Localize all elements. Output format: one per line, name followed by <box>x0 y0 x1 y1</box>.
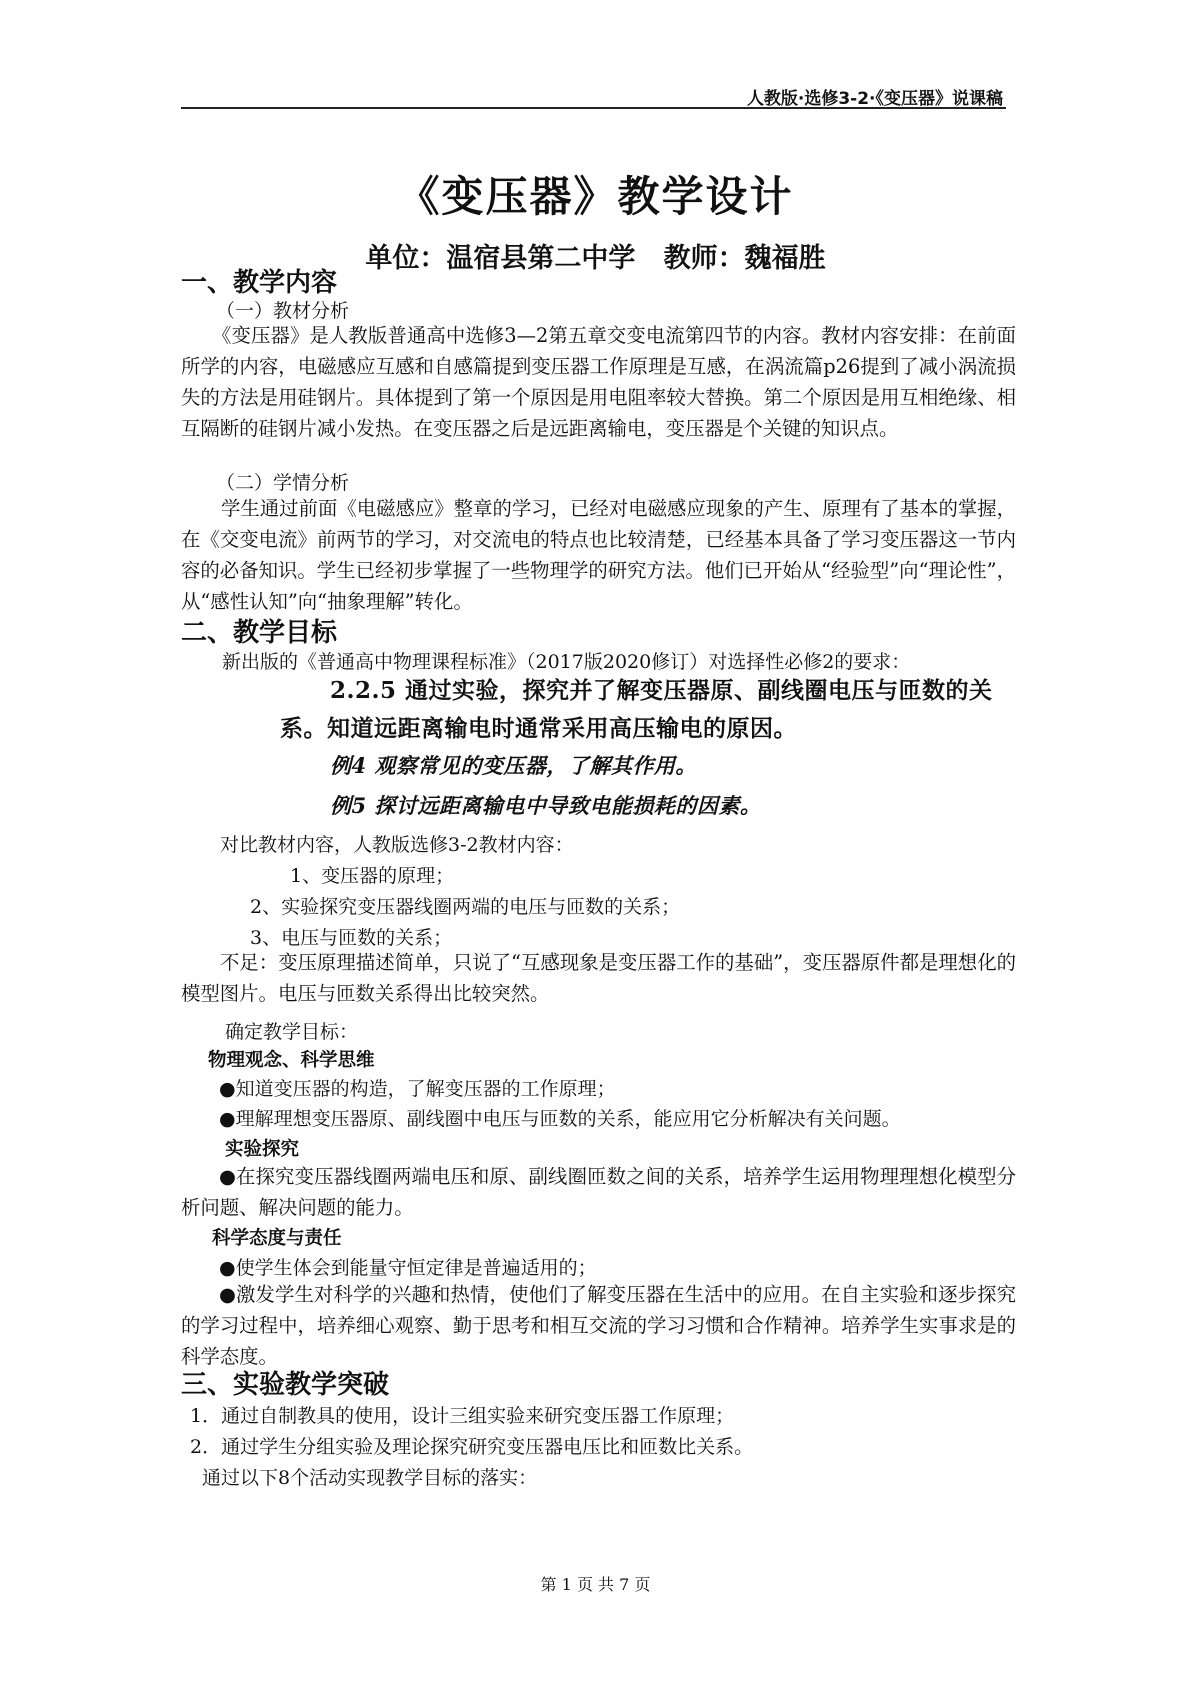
goal-heading-attitude: 科学态度与责任 <box>212 1228 342 1249</box>
section-heading-content: 一、教学内容 <box>181 268 338 298</box>
breakthrough-closing: 通过以下8个活动实现教学目标的落实： <box>202 1467 538 1489</box>
document-subtitle: 单位：温宿县第二中学 教师：魏福胜 <box>365 243 826 274</box>
goal-bullet-structure: ●知道变压器的构造，了解变压器的工作原理； <box>219 1078 616 1100</box>
paragraph-learner-analysis: 学生通过前面《电磁感应》整章的学习，已经对电磁感应现象的产生、原理有了基本的掌握，在《交变电流》前两节的学习，对交流电的特点也比较清楚，已经基本具备了学习变压器这一节内容的必备知识。学生已经初步掌握了一些物理学的研究方法。他们已开始从“经验型”向“理论性”，从“感性认知”向“抽象理解”转化。 <box>181 497 1017 613</box>
goal-heading-concepts: 物理观念、科学思维 <box>208 1050 375 1071</box>
textbook-item-2: 2、实验探究变压器线圈两端的电压与匝数的关系； <box>250 896 681 918</box>
curriculum-standard-intro: 新出版的《普通高中物理课程标准》（2017版2020修订）对选择性必修2的要求： <box>222 651 911 673</box>
paragraph-shortfall: 不足：变压原理描述简单，只说了“互感现象是变压器工作的基础”，变压器原件都是理想化的模型图片。电压与匝数关系得出比较突然。 <box>181 951 1016 1005</box>
running-header: 人教版·选修3-2·《变压器》说课稿 <box>746 89 1003 109</box>
standard-2-2-5-line1: 2.2.5 通过实验，探究并了解变压器原、副线圈电压与匝数的关 <box>330 677 993 704</box>
header-rule <box>181 107 1006 109</box>
standard-example-4: 例4 观察常见的变压器，了解其作用。 <box>330 753 697 778</box>
breakthrough-item-1: 1．通过自制教具的使用，设计三组实验来研究变压器工作原理； <box>190 1405 735 1427</box>
textbook-item-3: 3、电压与匝数的关系； <box>250 927 453 949</box>
determine-objectives-label: 确定教学目标： <box>225 1021 359 1043</box>
section-heading-objectives: 二、教学目标 <box>181 618 338 648</box>
subheading-learner-analysis: （二）学情分析 <box>216 472 350 494</box>
standard-example-5: 例5 探讨远距离输电中导致电能损耗的因素。 <box>330 793 762 818</box>
goal-bullet-voltage-turns: ●理解理想变压器原、副线圈中电压与匝数的关系，能应用它分析解决有关问题。 <box>219 1108 901 1130</box>
goal-heading-experiment: 实验探究 <box>225 1139 300 1160</box>
subheading-textbook-analysis: （一）教材分析 <box>216 300 350 322</box>
standard-2-2-5-line2: 系。知道远距离输电时通常采用高压输电的原因。 <box>280 715 797 742</box>
document-title: 《变压器》教学设计 <box>397 172 794 221</box>
goal-bullet-experiment: ●在探究变压器线圈两端电压和原、副线圈匝数之间的关系，培养学生运用物理理想化模型分析问题、解决问题的能力。 <box>181 1165 1016 1219</box>
section-heading-breakthrough: 三、实验教学突破 <box>181 1370 390 1400</box>
goal-bullet-interest: ●激发学生对科学的兴趣和热情，使他们了解变压器在生活中的应用。在自主实验和逐步探究的学习过程中，培养细心观察、勤于思考和相互交流的学习习惯和合作精神。培养学生实事求是的科学态度。 <box>181 1283 1016 1368</box>
page-number: 第 1 页 共 7 页 <box>540 1575 651 1594</box>
textbook-compare-intro: 对比教材内容，人教版选修3-2教材内容： <box>220 834 574 856</box>
textbook-item-1: 1、变压器的原理； <box>290 865 455 887</box>
goal-bullet-energy: ●使学生体会到能量守恒定律是普遍适用的； <box>219 1257 597 1279</box>
breakthrough-item-2: 2．通过学生分组实验及理论探究研究变压器电压比和匝数比关系。 <box>190 1436 754 1458</box>
paragraph-textbook-analysis: 《变压器》是人教版普通高中选修3—2第五章交变电流第四节的内容。教材内容安排：在前面所学的内容，电磁感应互感和自感篇提到变压器工作原理是互感，在涡流篇p26提到了减小涡流损失的方法是用硅钢片。具体提到了第一个原因是用电阻率较大替换。第二个原因是用互相绝缘、相互隔断的硅钢片减小发热。在变压器之后是远距离输电，变压器是个关键的知识点。 <box>181 324 1016 440</box>
